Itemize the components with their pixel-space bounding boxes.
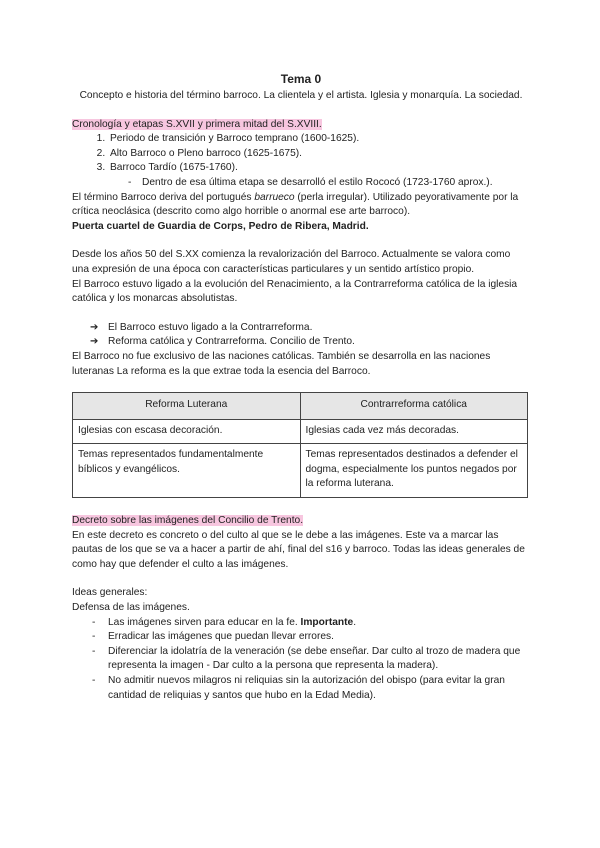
- text-run: .: [353, 616, 357, 628]
- table-header: Reforma Luterana: [73, 393, 301, 420]
- cronologia-sublist: [72, 176, 530, 191]
- arrow-icon: ➔: [90, 336, 99, 348]
- list-item: - Dentro de esa última etapa se desarrolló el estilo Rococó (1723-1760 aprox.).: [72, 176, 530, 191]
- list-item-text: El Barroco estuvo ligado a la Contrarreforma.: [108, 321, 313, 333]
- list-item: - Erradicar las imágenes que puedan llevar errores.: [72, 630, 530, 645]
- cronologia-list: [72, 132, 530, 176]
- defensa-label: Defensa de las imágenes.: [72, 602, 190, 614]
- list-item: 1. Periodo de transición y Barroco temprano (1600-1625).: [108, 132, 530, 147]
- document-page: [72, 72, 530, 703]
- spacer: [72, 104, 530, 118]
- table-cell: Temas representados destinados a defender el dogma, especialmente los puntos negados por la reforma luterana.: [300, 444, 528, 498]
- evolucion-paragraph: El Barroco estuvo ligado a la evolución del Renacimiento, a la Contrarreforma católica de la iglesia católica y los monarcas absolutistas.: [72, 278, 518, 305]
- spacer: [72, 307, 530, 321]
- spacer: [72, 498, 530, 514]
- spacer: [72, 379, 530, 392]
- luteranas-paragraph: El Barroco no fue exclusivo de las naciones católicas. También se desarrolla en las naciones luteranas La reforma es la que extrae toda la esencia del Barroco.: [72, 350, 491, 377]
- decreto-list: [72, 616, 530, 704]
- spacer: [72, 234, 530, 248]
- termino-paragraph: [72, 191, 530, 220]
- text-run: El término Barroco deriva del portugués: [72, 191, 255, 203]
- bold-text: Puerta cuartel de Guardia de Corps, Pedro de Ribera, Madrid.: [72, 220, 369, 232]
- decreto-paragraph: En este decreto es concreto o del culto al que se le debe a las imágenes. Este va a marcar las pautas de los que se va a hacer a partir de ahí, final del s16 y barroco. Todas las ideas generales de como hay que defender el culto a las imágenes.: [72, 529, 525, 570]
- list-item: [72, 616, 530, 631]
- ideas-label: Ideas generales:: [72, 587, 148, 599]
- spacer: [72, 572, 530, 586]
- table-cell: Temas representados fundamentalmente bíblicos y evangélicos.: [73, 444, 301, 498]
- list-item: - No admitir nuevos milagros ni reliquias sin la autorización del obispo (para evitar la gran cantidad de reliquias y santos que hubo en la Edad Media).: [72, 674, 530, 703]
- list-item: 2. Alto Barroco o Pleno barroco (1625-1675).: [108, 147, 530, 162]
- revalorizacion-paragraph: Desde los años 50 del S.XX comienza la revalorización del Barroco. Actualmente se valora como una expresión de una época con características particulares y un sentido artístico propio.: [72, 249, 511, 275]
- bold-text: Importante: [300, 616, 354, 628]
- bold-reference: [72, 220, 530, 235]
- table-row: [73, 444, 528, 498]
- list-item-text: Reforma católica y Contrarreforma. Concilio de Trento.: [108, 336, 355, 348]
- list-item: - Diferenciar la idolatría de la veneración (se debe enseñar. Dar culto al trozo de madera que representa la imagen - Dar culto a la persona que representa la madera).: [72, 645, 530, 674]
- comparison-table: [72, 392, 528, 498]
- highlighted-heading: Cronología y etapas S.XVII y primera mitad del S.XVIII.: [72, 118, 322, 130]
- document-title: Tema 0: [280, 72, 322, 86]
- arrow-list: [72, 321, 530, 350]
- document-subtitle: Concepto e historia del término barroco. La clientela y el artista. Iglesia y monarquía. La sociedad.: [79, 90, 523, 101]
- list-item: [72, 335, 530, 350]
- cronologia-heading: [72, 118, 530, 133]
- table-header-row: [73, 393, 528, 420]
- highlighted-heading: Decreto sobre las imágenes del Concilio de Trento.: [72, 515, 304, 527]
- list-item: [72, 321, 530, 336]
- arrow-icon: ➔: [90, 321, 99, 333]
- table-cell: Iglesias con escasa decoración.: [73, 419, 301, 444]
- italic-term: barrueco: [254, 191, 295, 203]
- text-run: (perla irregular). Utilizado peyorativamente por la crítica neoclásica (descrito como algo horrible o anormal ese arte barroco).: [72, 191, 519, 218]
- decreto-heading: [72, 514, 530, 529]
- table-row: [73, 419, 528, 444]
- table-header: Contrarreforma católica: [300, 393, 528, 420]
- list-item: 3. Barroco Tardío (1675-1760).: [108, 161, 530, 176]
- table-cell: Iglesias cada vez más decoradas.: [300, 419, 528, 444]
- list-item-text: Las imágenes sirven para educar en la fe.: [108, 616, 301, 628]
